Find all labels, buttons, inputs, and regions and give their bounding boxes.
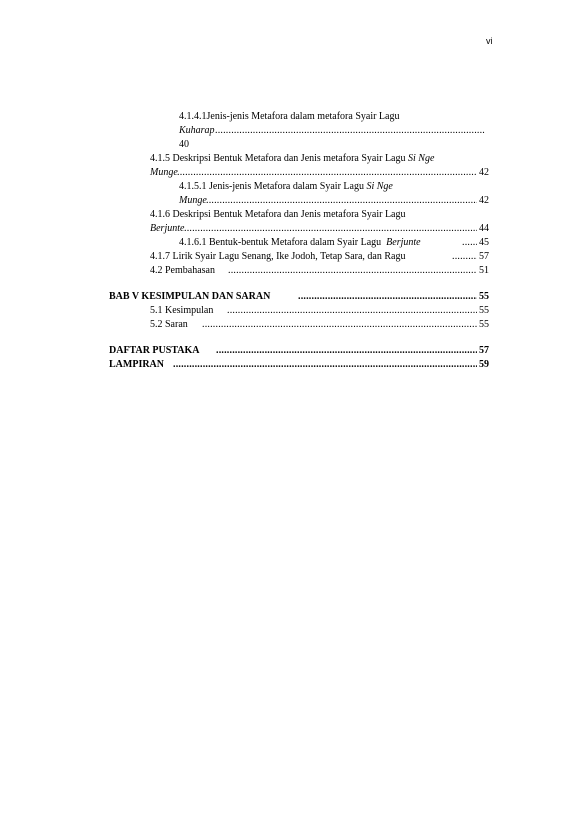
toc-leader <box>173 358 477 371</box>
toc-entry-4-2: 4.2 Pembahasan <box>150 265 215 276</box>
toc-page-number: 55 <box>479 319 489 330</box>
toc-entry-4-1-6-line1: 4.1.6 Deskripsi Bentuk Metafora dan Jenis metafora Syair Lagu <box>150 209 406 220</box>
toc-leader <box>202 318 477 331</box>
toc-entry-4-1-7: 4.1.7 Lirik Syair Lagu Senang, Ike Jodoh, Tetap Sara, dan Ragu <box>150 251 406 262</box>
toc-page-number: 42 <box>479 195 489 206</box>
toc-page-number: 40 <box>179 139 189 150</box>
toc-page-number: 51 <box>479 265 489 276</box>
toc-chapter-lampiran: LAMPIRAN <box>109 359 164 370</box>
toc-entry-4-1-5-line2 <box>150 166 178 179</box>
toc-entry-5-2: 5.2 Saran <box>150 319 188 330</box>
toc-leader <box>227 304 477 317</box>
toc-page-number: 45 <box>479 237 489 248</box>
toc-leader <box>215 124 485 137</box>
toc-page-number: 44 <box>479 223 489 234</box>
toc-page-number: 42 <box>479 167 489 178</box>
page-number: vi <box>486 36 493 46</box>
song-title: Berjunte <box>386 237 421 248</box>
toc-entry-4-1-6-1: 4.1.6.1 Bentuk-bentuk Metafora dalam Syair Lagu Berjunte <box>179 237 421 248</box>
song-title: Si Nge <box>408 153 435 164</box>
toc-page-number: 57 <box>479 251 489 262</box>
toc-chapter-bab-v: BAB V KESIMPULAN DAN SARAN <box>109 291 271 302</box>
toc-entry-4-1-5-line1: 4.1.5 Deskripsi Bentuk Metafora dan Jenis metafora Syair Lagu Si Nge <box>150 153 435 164</box>
song-title: Kuharap <box>179 125 215 136</box>
song-title: Si Nge <box>366 181 393 192</box>
toc-chapter-daftar-pustaka: DAFTAR PUSTAKA <box>109 345 200 356</box>
toc-leader <box>452 250 477 263</box>
toc-entry-4-1-5-1-line2 <box>179 194 207 207</box>
toc-leader <box>298 290 477 303</box>
song-title: Munge <box>150 167 178 178</box>
toc-entry-4-1-5-1-line1: 4.1.5.1 Jenis-jenis Metafora dalam Syair Lagu Si Nge <box>179 181 393 192</box>
toc-leader <box>184 222 477 235</box>
toc-page-number: 55 <box>479 305 489 316</box>
toc-leader <box>462 236 477 249</box>
toc-page-number: 57 <box>479 345 489 356</box>
toc-leader <box>177 166 477 179</box>
toc-page-number: 59 <box>479 359 489 370</box>
toc-entry-4-1-6-line2 <box>150 222 184 235</box>
toc-leader <box>216 344 477 357</box>
toc-leader <box>206 194 477 207</box>
toc-entry-4-1-4-1-line1: 4.1.4.1Jenis-jenis Metafora dalam metafora Syair Lagu <box>179 111 400 122</box>
toc-entry-5-1: 5.1 Kesimpulan <box>150 305 214 316</box>
toc-leader <box>228 264 477 277</box>
toc-entry-4-1-4-1-line2 <box>179 124 215 137</box>
song-title: Munge <box>179 195 207 206</box>
song-title: Berjunte <box>150 223 185 234</box>
toc-page-number: 55 <box>479 291 489 302</box>
